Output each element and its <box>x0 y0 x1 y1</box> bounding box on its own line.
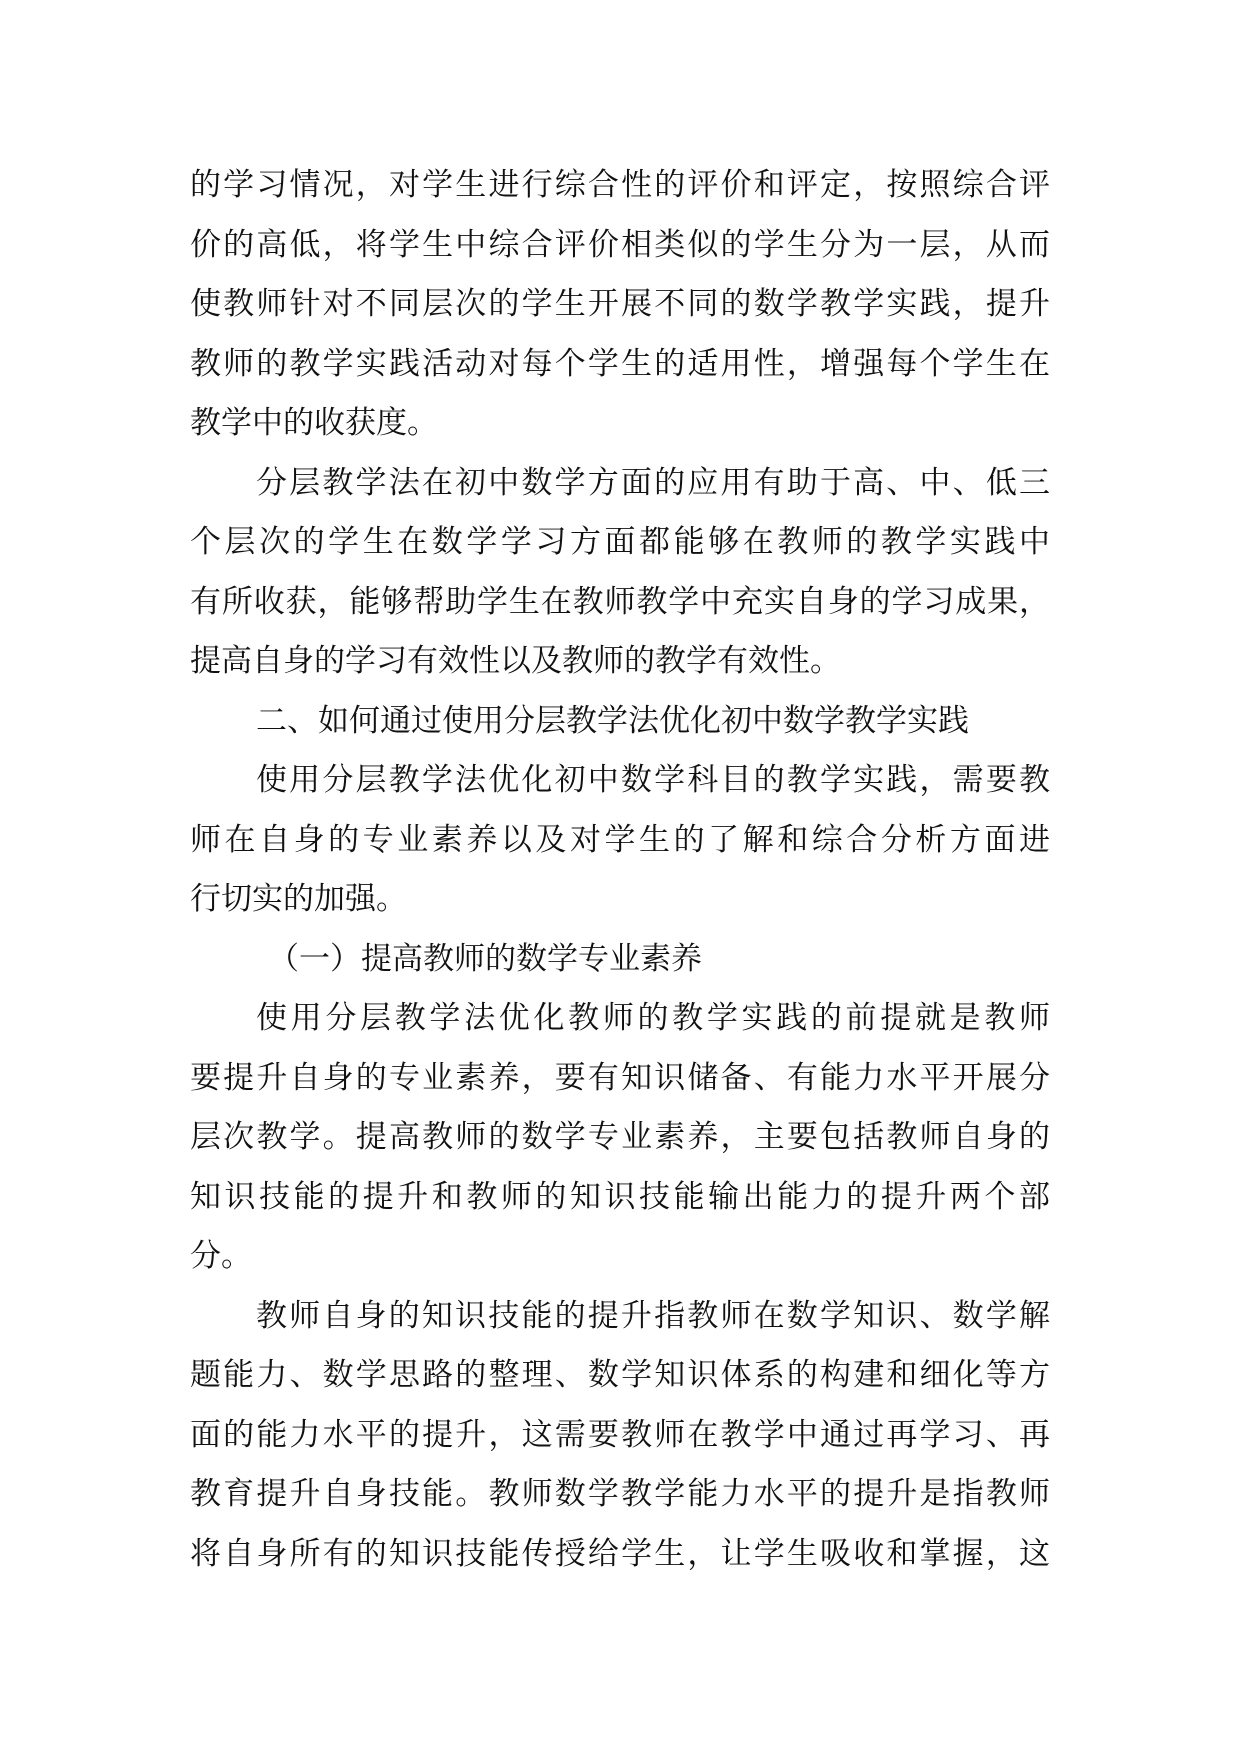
paragraph-line: 师在自身的专业素养以及对学生的了解和综合分析方面进 <box>190 821 1050 858</box>
paragraph-line: 分层教学法在初中数学方面的应用有助于高、中、低三 <box>256 464 1050 501</box>
paragraph-line: 面的能力水平的提升，这需要教师在教学中通过再学习、再 <box>190 1416 1050 1453</box>
paragraph-line: 教育提升自身技能。教师数学教学能力水平的提升是指教师 <box>190 1476 1050 1512</box>
paragraph-line: 教师的教学实践活动对每个学生的适用性，增强每个学生在 <box>190 345 1050 382</box>
subsection-heading: （一）提高教师的数学专业素养 <box>268 940 702 977</box>
paragraph-line: 提高自身的学习有效性以及教师的教学有效性。 <box>190 643 841 679</box>
paragraph-line: 行切实的加强。 <box>190 881 407 917</box>
paragraph-line: 有所收获，能够帮助学生在教师教学中充实自身的学习成果， <box>190 583 1050 620</box>
section-heading: 二、如何通过使用分层教学法优化初中数学教学实践 <box>256 702 969 739</box>
paragraph-line: 的学习情况，对学生进行综合性的评价和评定，按照综合评 <box>190 167 1050 203</box>
paragraph-line: 价的高低，将学生中综合评价相类似的学生分为一层，从而 <box>190 226 1050 263</box>
paragraph-line: 将自身所有的知识技能传授给学生，让学生吸收和掌握，这 <box>190 1535 1050 1572</box>
paragraph-line: 分。 <box>190 1238 252 1274</box>
paragraph-line: 使用分层教学法优化初中数学科目的教学实践，需要教 <box>256 762 1050 798</box>
document-body <box>190 156 1050 1584</box>
paragraph-line: 个层次的学生在数学学习方面都能够在教师的教学实践中 <box>190 524 1050 560</box>
paragraph-line: 教师自身的知识技能的提升指教师在数学知识、数学解 <box>256 1297 1050 1334</box>
paragraph-line: 教学中的收获度。 <box>190 405 438 441</box>
paragraph-line: 要提升自身的专业素养，要有知识储备、有能力水平开展分 <box>190 1059 1050 1096</box>
paragraph-line: 使教师针对不同层次的学生开展不同的数学教学实践，提升 <box>190 286 1050 322</box>
paragraph-line: 使用分层教学法优化教师的教学实践的前提就是教师 <box>256 1000 1050 1036</box>
paragraph-line: 知识技能的提升和教师的知识技能输出能力的提升两个部 <box>190 1178 1050 1215</box>
paragraph-line: 层次教学。提高教师的数学专业素养，主要包括教师自身的 <box>190 1119 1050 1155</box>
paragraph-line: 题能力、数学思路的整理、数学知识体系的构建和细化等方 <box>190 1357 1050 1393</box>
